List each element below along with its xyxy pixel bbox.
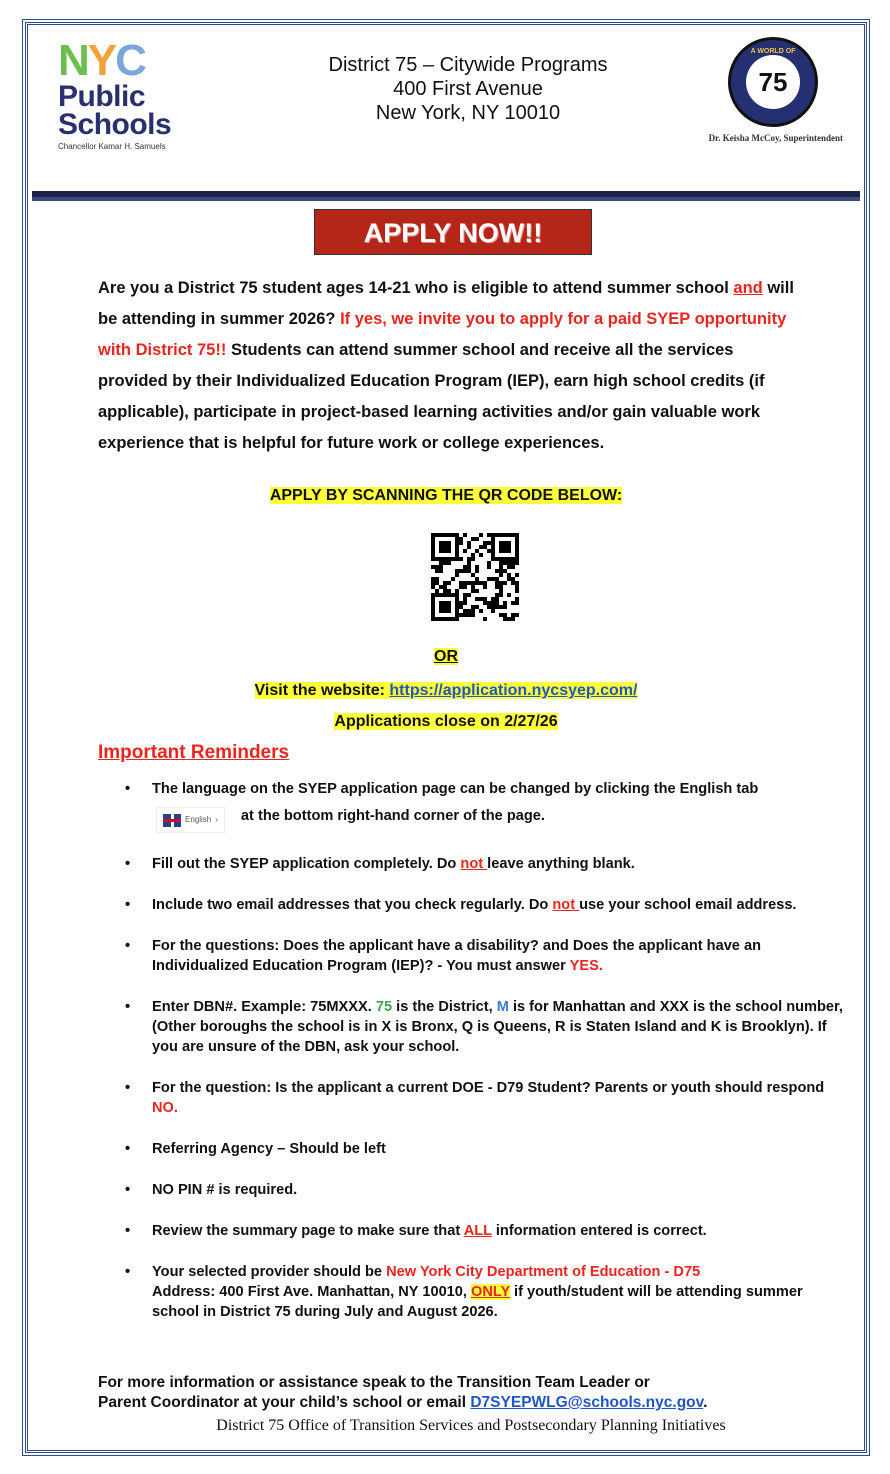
qr-heading: APPLY BY SCANNING THE QR CODE BELOW:	[269, 487, 623, 504]
list-item	[98, 1180, 848, 1200]
text: YES.	[569, 958, 603, 974]
reminders-heading: Important Reminders	[98, 742, 290, 763]
website-label: Visit the website:	[254, 682, 390, 699]
list-item	[98, 997, 848, 1057]
logo-y: Y	[87, 36, 116, 85]
list-item	[98, 779, 848, 833]
text: information entered is correct.	[491, 1223, 707, 1239]
district-75-seal	[728, 37, 818, 127]
list-item	[98, 854, 848, 874]
list-item	[98, 1221, 848, 1241]
website-link[interactable]: https://application.nycsyep.com/	[389, 682, 638, 699]
text: New York City Department of Education - D75	[386, 1264, 701, 1280]
header-divider	[32, 191, 860, 201]
english-tab-image	[156, 807, 225, 833]
text: Review the summary page to make sure that	[152, 1223, 464, 1239]
district-address	[268, 53, 668, 125]
or-label: OR	[434, 648, 458, 665]
text: NO PIN # is required.	[152, 1182, 298, 1198]
text: If yes, we invite you to apply for a paid SYEP opportunity with District 75!!	[98, 310, 787, 359]
text: Students can attend summer school and receive all the services provided by their Individualized Education Program (IEP), earn high school credits (if applicable), participate in project-based learning activities and/or gain valuable work experience that is helpful for future work or college experiences.	[98, 341, 765, 452]
text: For more information or assistance speak to the Transition Team Leader or	[98, 1374, 650, 1391]
text: For the questions: Does the applicant have a disability? and Does the applicant have an Individualized Education Program (IEP)? - You must answer	[152, 938, 762, 974]
text: Parent Coordinator at your child’s school or email	[98, 1394, 471, 1411]
seal-number: 75	[746, 55, 800, 109]
apply-now-banner: APPLY NOW!!	[314, 209, 592, 255]
qr-module	[515, 617, 519, 621]
text: not	[552, 897, 580, 913]
text: leave anything blank.	[487, 856, 635, 872]
office-name: District 75 Office of Transition Services and Postsecondary Planning Initiatives	[216, 1417, 726, 1434]
logo-c: C	[115, 36, 145, 85]
text: The language on the SYEP application page can be changed by clicking the English tab	[152, 781, 759, 797]
list-item	[98, 1262, 848, 1322]
superintendent: Dr. Keisha McCoy, Superintendent	[708, 133, 843, 143]
address-line: New York, NY 10010	[375, 102, 561, 124]
english-label: English	[185, 815, 212, 824]
text: is the District,	[392, 999, 497, 1015]
text: Enter DBN#. Example: 75MXXX.	[152, 999, 376, 1015]
contact-info	[98, 1373, 707, 1413]
text: if youth/student will be attending summer school in District 75 during July and August 2026.	[152, 1284, 803, 1320]
logo-public: Public	[58, 80, 146, 113]
text: Are you a District 75 student ages 14-21 who is eligible to attend summer school	[98, 279, 734, 297]
chevron-right-icon: ›	[215, 815, 218, 824]
intro-paragraph	[98, 273, 798, 459]
text: ALL	[463, 1223, 492, 1239]
chancellor-name: Chancellor Kamar H. Samuels	[58, 142, 166, 151]
text: M	[496, 999, 509, 1015]
logo-n: N	[58, 36, 88, 85]
letterhead	[28, 25, 864, 193]
text: Fill out the SYEP application completely. Do	[152, 856, 461, 872]
text: .	[703, 1394, 708, 1411]
list-item	[98, 895, 848, 915]
nyc-public-schools-logo	[58, 36, 172, 151]
qr-code[interactable]	[431, 533, 519, 621]
list-item	[98, 1078, 848, 1118]
text: For the question: Is the applicant a current DOE - D79 Student? Parents or youth should respond	[152, 1080, 825, 1096]
text: ONLY	[471, 1284, 510, 1300]
text: Address: 400 First Ave. Manhattan, NY 10010,	[152, 1284, 472, 1300]
list-item	[98, 936, 848, 976]
text: 75	[375, 999, 393, 1015]
text: NO.	[152, 1100, 178, 1116]
text: Referring Agency – Should be left	[152, 1141, 386, 1157]
text: use your school email address.	[579, 897, 797, 913]
text: is for Manhattan and XXX is the school number, (Other boroughs the school is in X is Bronx, Q is Queens, R is Staten Island and K is Brooklyn). If you are unsure of the DBN, ask your school.	[152, 999, 843, 1055]
text: at the bottom right-hand corner of the page.	[240, 807, 545, 824]
uk-flag-icon	[163, 814, 181, 827]
list-item	[98, 1139, 848, 1159]
deadline: Applications close on 2/27/26	[334, 713, 558, 730]
address-line: District 75 – Citywide Programs	[328, 54, 608, 76]
text: not	[460, 856, 488, 872]
reminders-list	[98, 779, 848, 1343]
text: and	[733, 279, 763, 297]
seal-text: A WORLD OF	[750, 48, 796, 55]
flyer-page	[25, 22, 867, 1453]
text: will be attending in summer 2026?	[98, 279, 794, 328]
email-link[interactable]: D7SYEPWLG@schools.nyc.gov	[470, 1394, 704, 1411]
text: Include two email addresses that you check regularly. Do	[152, 897, 553, 913]
text: Your selected provider should be	[152, 1264, 387, 1280]
address-line: 400 First Avenue	[393, 78, 543, 100]
logo-schools: Schools	[58, 108, 172, 141]
